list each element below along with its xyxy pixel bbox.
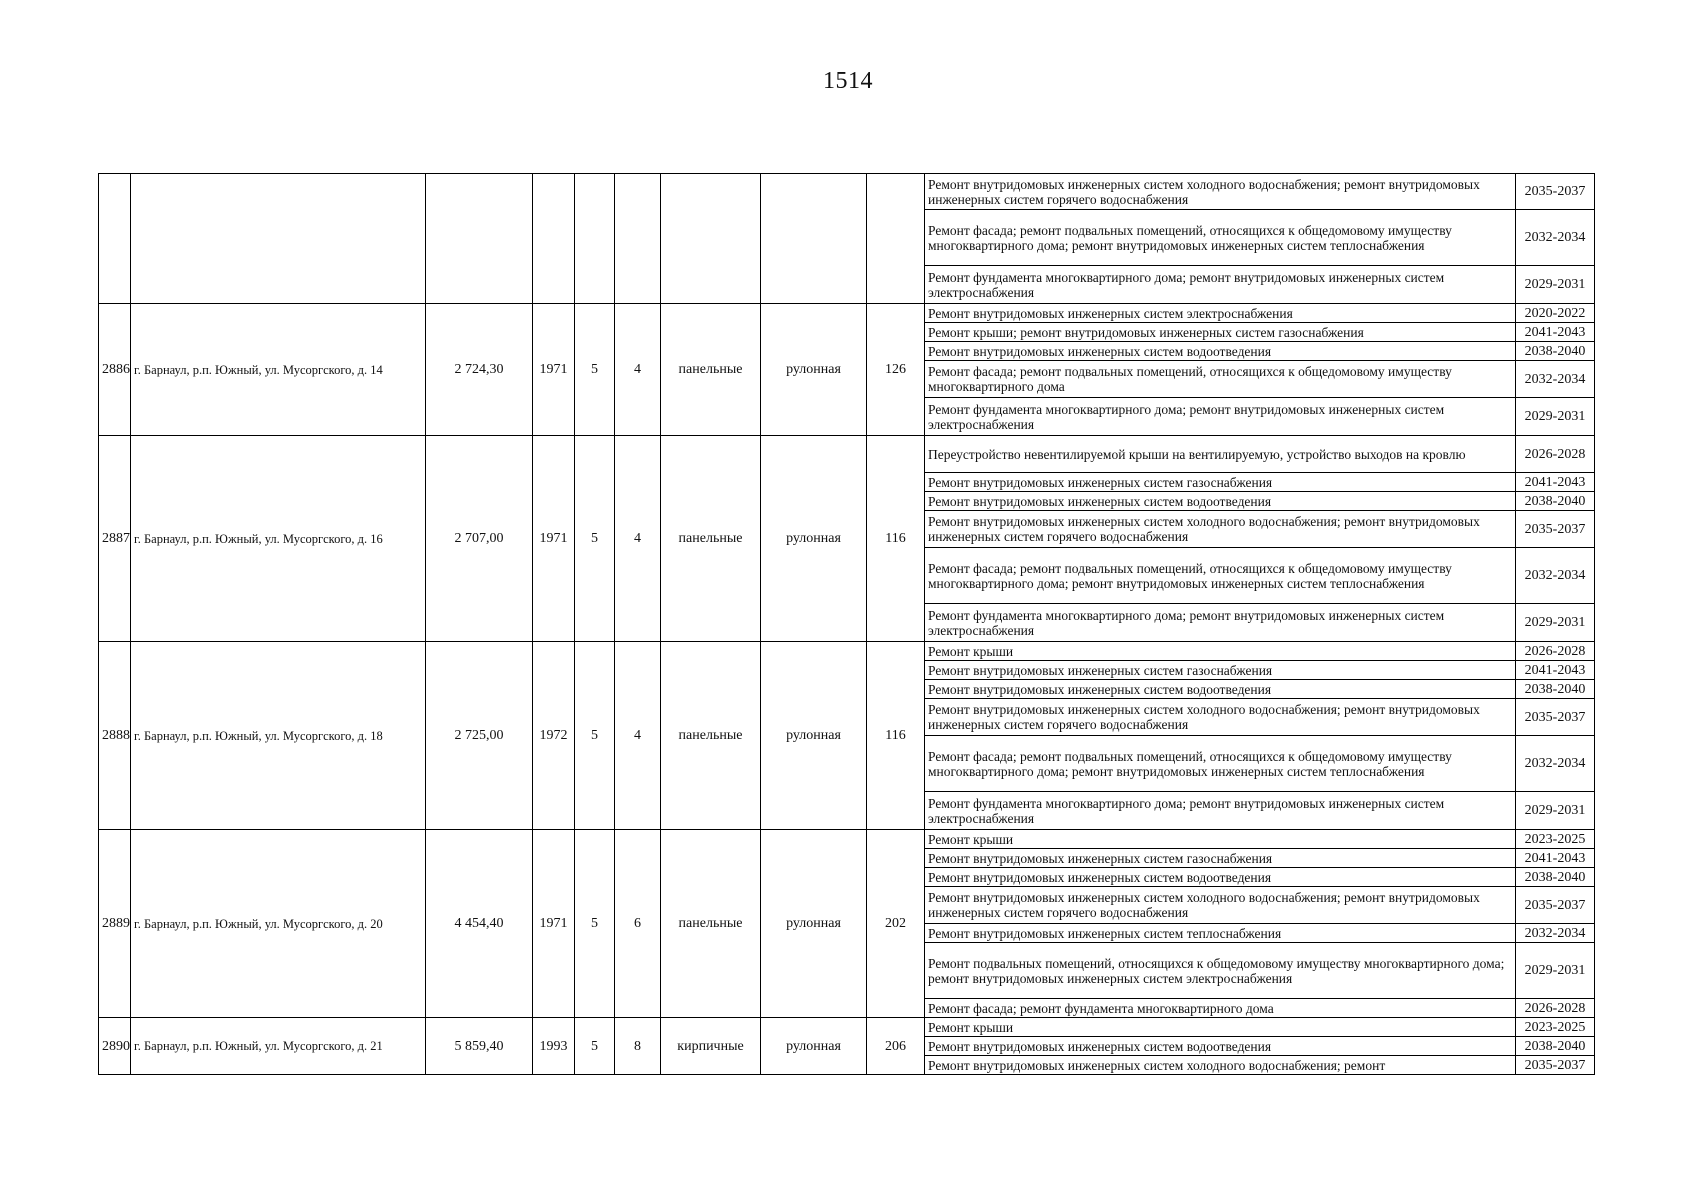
work-type-cell: Ремонт внутридомовых инженерных систем водоотведения (925, 342, 1516, 361)
work-type-cell: Ремонт внутридомовых инженерных систем водоотведения (925, 868, 1516, 887)
house-number-cell: 2888 (99, 642, 131, 830)
work-period-cell: 2038-2040 (1516, 680, 1595, 699)
work-type-cell: Ремонт крыши (925, 642, 1516, 661)
wall-material-cell (661, 174, 761, 304)
work-type-cell: Ремонт внутридомовых инженерных систем водоотведения (925, 492, 1516, 511)
work-period-cell: 2041-2043 (1516, 323, 1595, 342)
build-year-cell: 1971 (533, 304, 575, 436)
total-area-cell: 2 724,30 (426, 304, 533, 436)
wall-material-cell: панельные (661, 436, 761, 642)
work-period-cell: 2026-2028 (1516, 642, 1595, 661)
address-cell: г. Барнаул, р.п. Южный, ул. Мусоргского, д. 16 (131, 436, 426, 642)
wall-material-cell: панельные (661, 642, 761, 830)
total-area-cell: 5 859,40 (426, 1018, 533, 1075)
work-type-cell: Ремонт фундамента многоквартирного дома; ремонт внутридомовых инженерных систем электроснабжения (925, 604, 1516, 642)
work-period-cell: 2032-2034 (1516, 924, 1595, 943)
work-type-cell: Ремонт фундамента многоквартирного дома; ремонт внутридомовых инженерных систем электроснабжения (925, 398, 1516, 436)
work-period-cell: 2032-2034 (1516, 548, 1595, 604)
address-cell: г. Барнаул, р.п. Южный, ул. Мусоргского, д. 14 (131, 304, 426, 436)
work-type-cell: Ремонт крыши (925, 1018, 1516, 1037)
roof-type-cell: рулонная (761, 1018, 867, 1075)
work-period-cell: 2029-2031 (1516, 398, 1595, 436)
work-period-cell: 2035-2037 (1516, 1056, 1595, 1075)
work-type-cell: Ремонт фундамента многоквартирного дома; ремонт внутридомовых инженерных систем электроснабжения (925, 266, 1516, 304)
table-row (99, 642, 1595, 661)
house-number-cell: 2887 (99, 436, 131, 642)
work-period-cell: 2035-2037 (1516, 511, 1595, 548)
build-year-cell: 1971 (533, 436, 575, 642)
work-type-cell: Ремонт внутридомовых инженерных систем газоснабжения (925, 661, 1516, 680)
entrances-cell: 8 (615, 1018, 661, 1075)
roof-type-cell: рулонная (761, 642, 867, 830)
work-period-cell: 2041-2043 (1516, 849, 1595, 868)
work-period-cell: 2041-2043 (1516, 661, 1595, 680)
work-period-cell: 2032-2034 (1516, 736, 1595, 792)
work-period-cell: 2035-2037 (1516, 174, 1595, 210)
work-period-cell: 2020-2022 (1516, 304, 1595, 323)
wall-material-cell: панельные (661, 830, 761, 1018)
address-cell: г. Барнаул, р.п. Южный, ул. Мусоргского, д. 21 (131, 1018, 426, 1075)
work-period-cell: 2029-2031 (1516, 792, 1595, 830)
work-type-cell: Ремонт крыши (925, 830, 1516, 849)
work-period-cell: 2032-2034 (1516, 361, 1595, 398)
apartments-cell: 202 (867, 830, 925, 1018)
entrances-cell: 4 (615, 642, 661, 830)
work-period-cell: 2038-2040 (1516, 868, 1595, 887)
work-type-cell: Ремонт крыши; ремонт внутридомовых инженерных систем газоснабжения (925, 323, 1516, 342)
floors-cell: 5 (575, 436, 615, 642)
total-area-cell: 2 707,00 (426, 436, 533, 642)
apartments-cell: 206 (867, 1018, 925, 1075)
work-type-cell: Ремонт подвальных помещений, относящихся к общедомовому имуществу многоквартирного дома; ремонт внутридомовых инженерных систем электроснабжения (925, 943, 1516, 999)
work-period-cell: 2026-2028 (1516, 436, 1595, 473)
work-period-cell: 2038-2040 (1516, 1037, 1595, 1056)
work-type-cell: Ремонт внутридомовых инженерных систем холодного водоснабжения; ремонт внутридомовых инженерных систем горячего водоснабжения (925, 887, 1516, 924)
wall-material-cell: кирпичные (661, 1018, 761, 1075)
work-type-cell: Ремонт внутридомовых инженерных систем холодного водоснабжения; ремонт внутридомовых инженерных систем горячего водоснабжения (925, 699, 1516, 736)
work-type-cell: Ремонт внутридомовых инженерных систем холодного водоснабжения; ремонт внутридомовых инженерных систем горячего водоснабжения (925, 174, 1516, 210)
work-type-cell: Ремонт внутридомовых инженерных систем газоснабжения (925, 473, 1516, 492)
work-type-cell: Ремонт внутридомовых инженерных систем водоотведения (925, 680, 1516, 699)
floors-cell: 5 (575, 1018, 615, 1075)
table-row (99, 304, 1595, 323)
work-type-cell: Ремонт внутридомовых инженерных систем водоотведения (925, 1037, 1516, 1056)
work-period-cell: 2029-2031 (1516, 604, 1595, 642)
table-row (99, 1018, 1595, 1037)
work-period-cell: 2038-2040 (1516, 342, 1595, 361)
work-period-cell: 2035-2037 (1516, 887, 1595, 924)
work-type-cell: Ремонт внутридомовых инженерных систем холодного водоснабжения; ремонт (925, 1056, 1516, 1075)
table-row (99, 830, 1595, 849)
entrances-cell: 4 (615, 436, 661, 642)
address-cell: г. Барнаул, р.п. Южный, ул. Мусоргского, д. 20 (131, 830, 426, 1018)
apartments-cell: 116 (867, 436, 925, 642)
work-period-cell: 2023-2025 (1516, 830, 1595, 849)
work-type-cell: Ремонт фасада; ремонт фундамента многоквартирного дома (925, 999, 1516, 1018)
build-year-cell: 1972 (533, 642, 575, 830)
table-body (99, 174, 1595, 1075)
work-type-cell: Ремонт фасада; ремонт подвальных помещений, относящихся к общедомовому имуществу многоквартирного дома (925, 361, 1516, 398)
entrances-cell: 4 (615, 304, 661, 436)
work-type-cell: Ремонт фундамента многоквартирного дома; ремонт внутридомовых инженерных систем электроснабжения (925, 792, 1516, 830)
work-type-cell: Ремонт фасада; ремонт подвальных помещений, относящихся к общедомовому имуществу многоквартирного дома; ремонт внутридомовых инженерных систем теплоснабжения (925, 736, 1516, 792)
address-cell (131, 174, 426, 304)
address-cell: г. Барнаул, р.п. Южный, ул. Мусоргского, д. 18 (131, 642, 426, 830)
apartments-cell: 116 (867, 642, 925, 830)
build-year-cell: 1993 (533, 1018, 575, 1075)
floors-cell: 5 (575, 830, 615, 1018)
house-number-cell: 2886 (99, 304, 131, 436)
work-period-cell: 2035-2037 (1516, 699, 1595, 736)
work-period-cell: 2038-2040 (1516, 492, 1595, 511)
wall-material-cell: панельные (661, 304, 761, 436)
work-period-cell: 2029-2031 (1516, 943, 1595, 999)
work-type-cell: Ремонт внутридомовых инженерных систем теплоснабжения (925, 924, 1516, 943)
total-area-cell (426, 174, 533, 304)
floors-cell: 5 (575, 642, 615, 830)
work-period-cell: 2026-2028 (1516, 999, 1595, 1018)
apartments-cell: 126 (867, 304, 925, 436)
roof-type-cell: рулонная (761, 304, 867, 436)
work-period-cell: 2041-2043 (1516, 473, 1595, 492)
apartments-cell (867, 174, 925, 304)
entrances-cell: 6 (615, 830, 661, 1018)
work-period-cell: 2029-2031 (1516, 266, 1595, 304)
work-type-cell: Переустройство невентилируемой крыши на вентилируемую, устройство выходов на кровлю (925, 436, 1516, 473)
house-number-cell: 2889 (99, 830, 131, 1018)
roof-type-cell (761, 174, 867, 304)
floors-cell: 5 (575, 304, 615, 436)
entrances-cell (615, 174, 661, 304)
work-period-cell: 2032-2034 (1516, 210, 1595, 266)
build-year-cell (533, 174, 575, 304)
roof-type-cell: рулонная (761, 830, 867, 1018)
repair-schedule-table (98, 173, 1595, 1075)
work-type-cell: Ремонт фасада; ремонт подвальных помещений, относящихся к общедомовому имуществу многоквартирного дома; ремонт внутридомовых инженерных систем теплоснабжения (925, 548, 1516, 604)
table-row (99, 436, 1595, 473)
house-number-cell (99, 174, 131, 304)
roof-type-cell: рулонная (761, 436, 867, 642)
page-number: 1514 (823, 68, 873, 94)
work-type-cell: Ремонт внутридомовых инженерных систем газоснабжения (925, 849, 1516, 868)
work-type-cell: Ремонт внутридомовых инженерных систем холодного водоснабжения; ремонт внутридомовых инженерных систем горячего водоснабжения (925, 511, 1516, 548)
work-period-cell: 2023-2025 (1516, 1018, 1595, 1037)
floors-cell (575, 174, 615, 304)
build-year-cell: 1971 (533, 830, 575, 1018)
total-area-cell: 4 454,40 (426, 830, 533, 1018)
work-type-cell: Ремонт фасада; ремонт подвальных помещений, относящихся к общедомовому имуществу многоквартирного дома; ремонт внутридомовых инженерных систем теплоснабжения (925, 210, 1516, 266)
total-area-cell: 2 725,00 (426, 642, 533, 830)
house-number-cell: 2890 (99, 1018, 131, 1075)
table-row (99, 174, 1595, 210)
work-type-cell: Ремонт внутридомовых инженерных систем электроснабжения (925, 304, 1516, 323)
